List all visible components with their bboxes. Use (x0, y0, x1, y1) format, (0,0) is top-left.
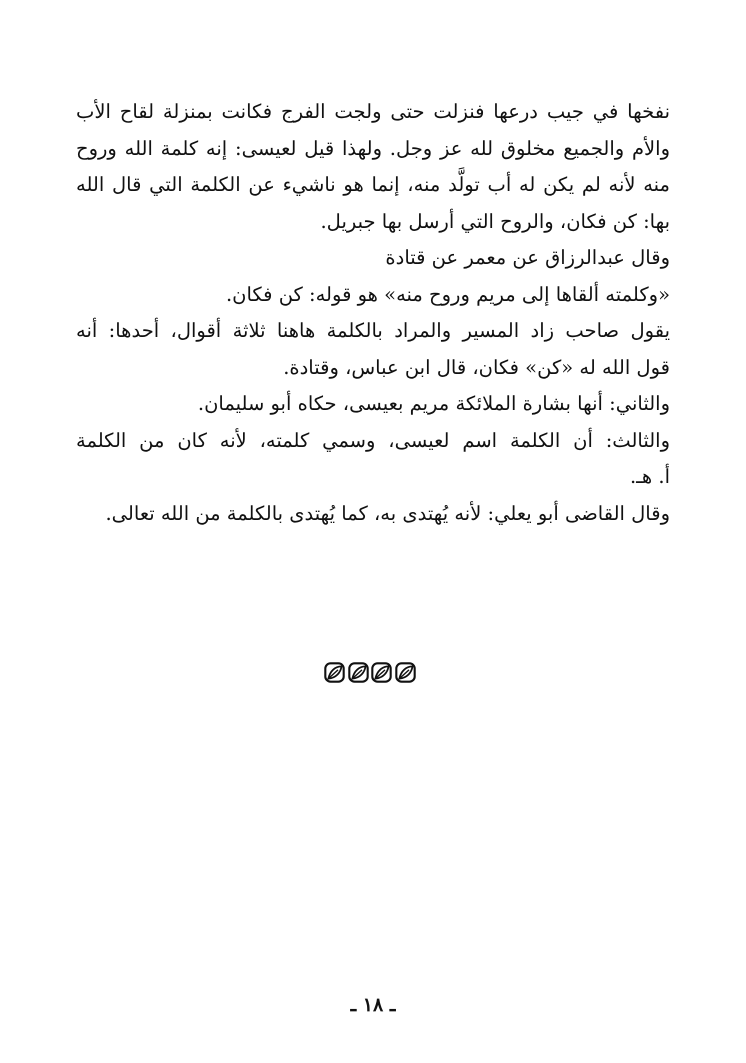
text-line: قول الله له «كن» فكان، قال ابن عباس، وقتادة. (283, 355, 670, 379)
text-line: والأم والجميع مخلوق لله عز وجل. ولهذا قيل لعيسى: إنه كلمة الله وروح (76, 136, 670, 160)
text-line: يقول صاحب زاد المسير والمراد بالكلمة هاهنا ثلاثة أقوال، أحدها: أنه (76, 319, 670, 342)
text-line: أ. هـ. (629, 465, 670, 488)
text-line: والثالث: أن الكلمة اسم لعيسى، وسمي كلمته، لأنه كان من الكلمة (76, 428, 670, 452)
leaf-ornament-icon (324, 662, 345, 683)
text-line: منه لأنه لم يكن له أب تولَّد منه، إنما هو ناشيء عن الكلمة التي قال الله (76, 173, 670, 196)
main-text (76, 94, 670, 532)
text-line: وقال القاضى أبو يعلي: لأنه يُهتدى به، كما يُهتدى بالكلمة من الله تعالى. (105, 501, 670, 525)
leaf-ornament-icon (371, 662, 392, 683)
page-number: ـ ١٨ ـ (350, 994, 396, 1016)
text-line: وقال عبدالرزاق عن معمر عن قتادة (385, 246, 670, 269)
leaf-ornament-icon (395, 662, 416, 683)
text-line: نفخها في جيب درعها فنزلت حتى ولجت الفرج فكانت بمنزلة لقاح الأب (76, 100, 670, 123)
text-line: بها: كن فكان، والروح التي أرسل بها جبريل. (320, 209, 670, 233)
section-divider-ornament (324, 662, 416, 686)
text-line: والثاني: أنها بشارة الملائكة مريم بعيسى، حكاه أبو سليمان. (197, 392, 670, 415)
text-line: «وكلمته ألقاها إلى مريم وروح منه» هو قوله: كن فكان. (225, 282, 670, 306)
leaf-ornament-icon (348, 662, 369, 683)
